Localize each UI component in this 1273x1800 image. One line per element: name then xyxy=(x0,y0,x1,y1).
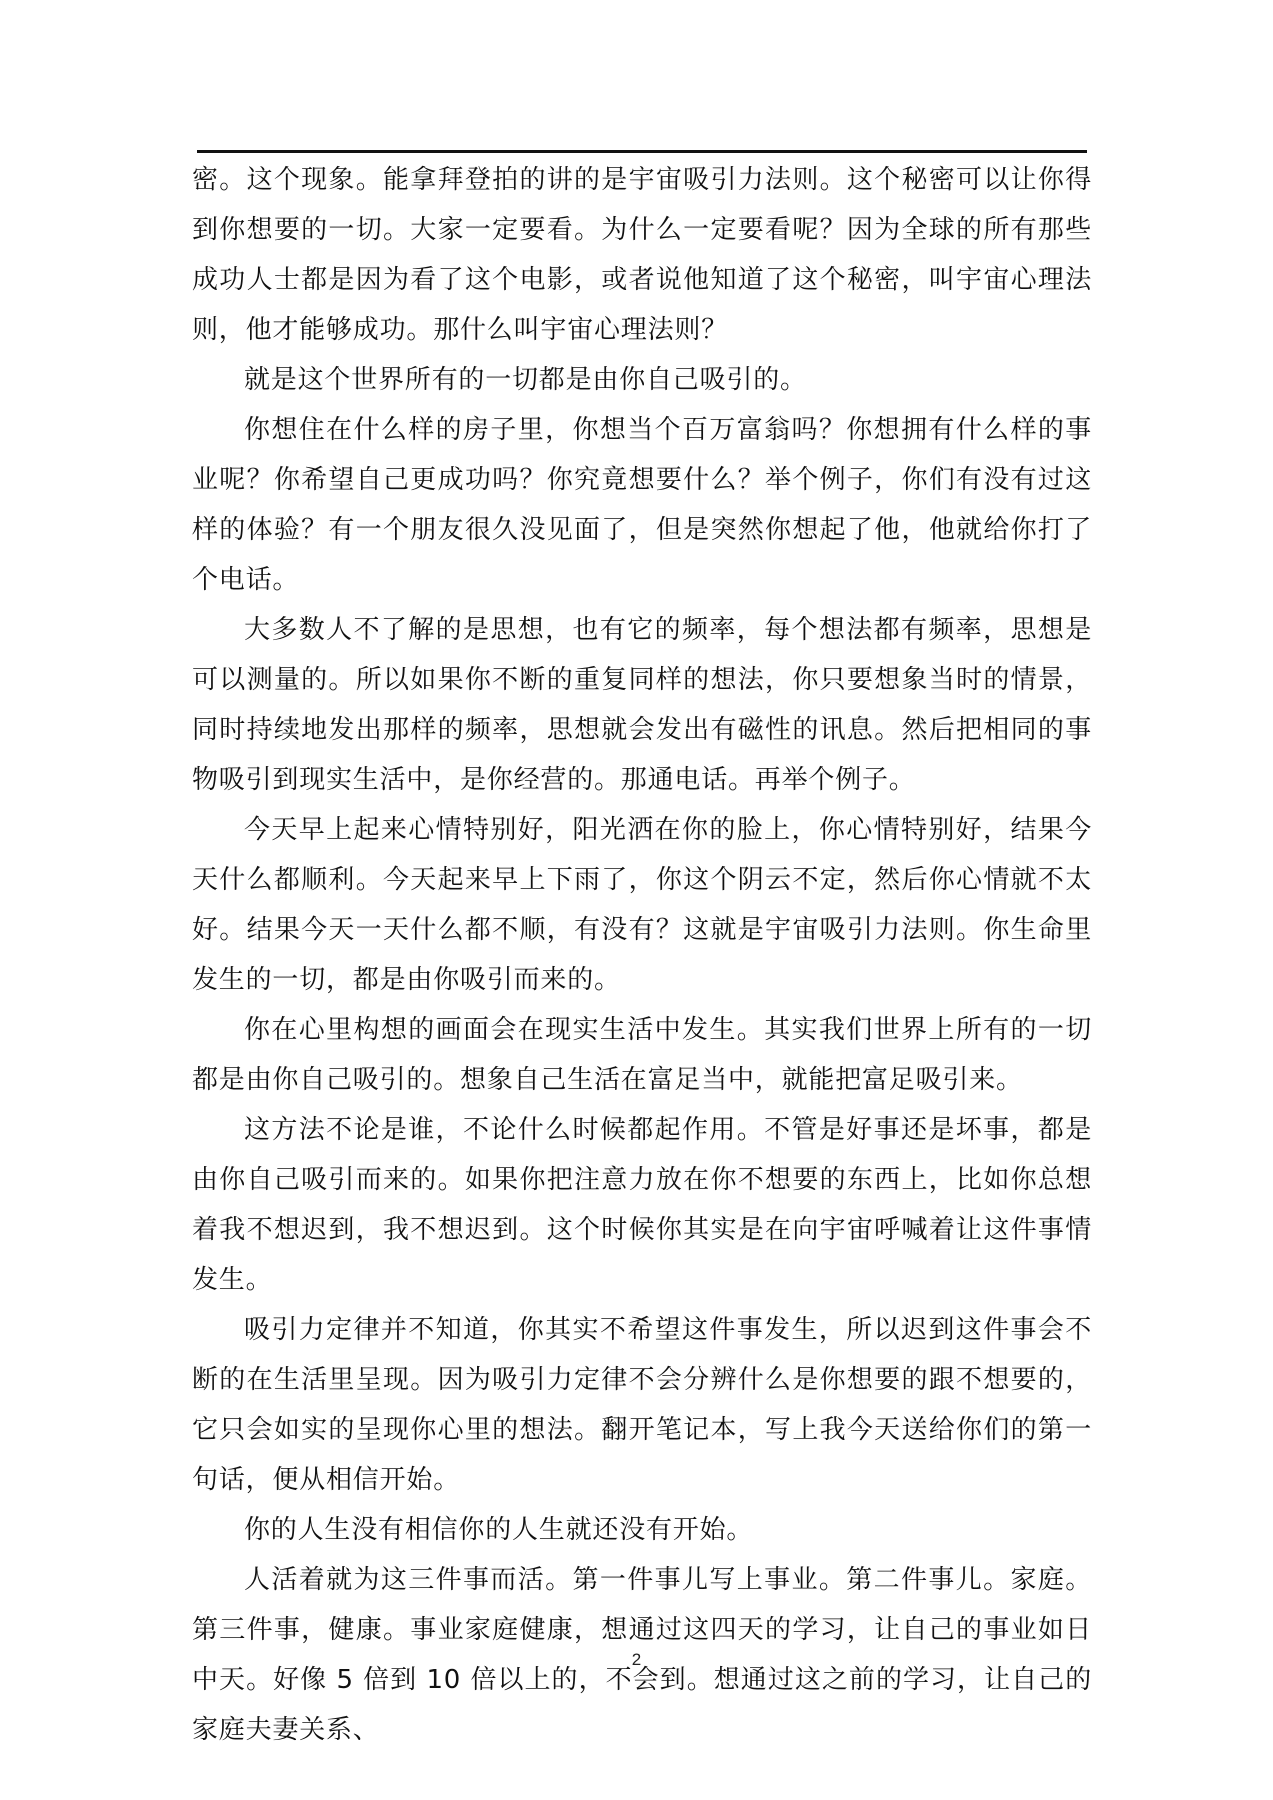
paragraph: 人活着就为这三件事而活。第一件事儿写上事业。第二件事儿。家庭。第三件事，健康。事业家庭健康，想通过这四天的学习，让自己的事业如日中天。好像 5 倍到 10 倍以上的，不会到。想通过这之前的学习，让自己的家庭夫妻关系、 xyxy=(192,1565,1092,1745)
paragraph: 大多数人不了解的是思想，也有它的频率，每个想法都有频率，思想是可以测量的。所以如果你不断的重复同样的想法，你只要想象当时的情景，同时持续地发出那样的频率，思想就会发出有磁性的讯息。然后把相同的事物吸引到现实生活中，是你经营的。那通电话。再举个例子。 xyxy=(192,615,1092,795)
paragraph: 密。这个现象。能拿拜登拍的讲的是宇宙吸引力法则。这个秘密可以让你得到你想要的一切。大家一定要看。为什么一定要看呢？因为全球的所有那些成功人士都是因为看了这个电影，或者说他知道了这个秘密，叫宇宙心理法则，他才能够成功。那什么叫宇宙心理法则？ xyxy=(192,165,1092,345)
paragraph: 你想住在什么样的房子里，你想当个百万富翁吗？你想拥有什么样的事业呢？你希望自己更成功吗？你究竟想要什么？举个例子，你们有没有过这样的体验？有一个朋友很久没见面了，但是突然你想起了他，他就给你打了个电话。 xyxy=(192,415,1092,595)
header-rule xyxy=(197,150,1087,153)
paragraph: 你的人生没有相信你的人生就还没有开始。 xyxy=(244,1515,754,1545)
paragraph: 今天早上起来心情特别好，阳光洒在你的脸上，你心情特别好，结果今天什么都顺利。今天起来早上下雨了，你这个阴云不定，然后你心情就不太好。结果今天一天什么都不顺，有没有？这就是宇宙吸引力法则。你生命里发生的一切，都是由你吸引而来的。 xyxy=(192,815,1092,995)
paragraph: 吸引力定律并不知道，你其实不希望这件事发生，所以迟到这件事会不断的在生活里呈现。因为吸引力定律不会分辨什么是你想要的跟不想要的，它只会如实的呈现你心里的想法。翻开笔记本，写上我今天送给你们的第一句话，便从相信开始。 xyxy=(192,1315,1092,1495)
body-text xyxy=(192,155,1092,1755)
page-number: 2 xyxy=(631,1650,642,1669)
paragraph: 这方法不论是谁，不论什么时候都起作用。不管是好事还是坏事，都是由你自己吸引而来的。如果你把注意力放在你不想要的东西上，比如你总想着我不想迟到，我不想迟到。这个时候你其实是在向宇宙呼喊着让这件事情发生。 xyxy=(192,1115,1092,1295)
paragraph: 就是这个世界所有的一切都是由你自己吸引的。 xyxy=(244,365,807,395)
paragraph: 你在心里构想的画面会在现实生活中发生。其实我们世界上所有的一切都是由你自己吸引的。想象自己生活在富足当中，就能把富足吸引来。 xyxy=(192,1015,1092,1095)
